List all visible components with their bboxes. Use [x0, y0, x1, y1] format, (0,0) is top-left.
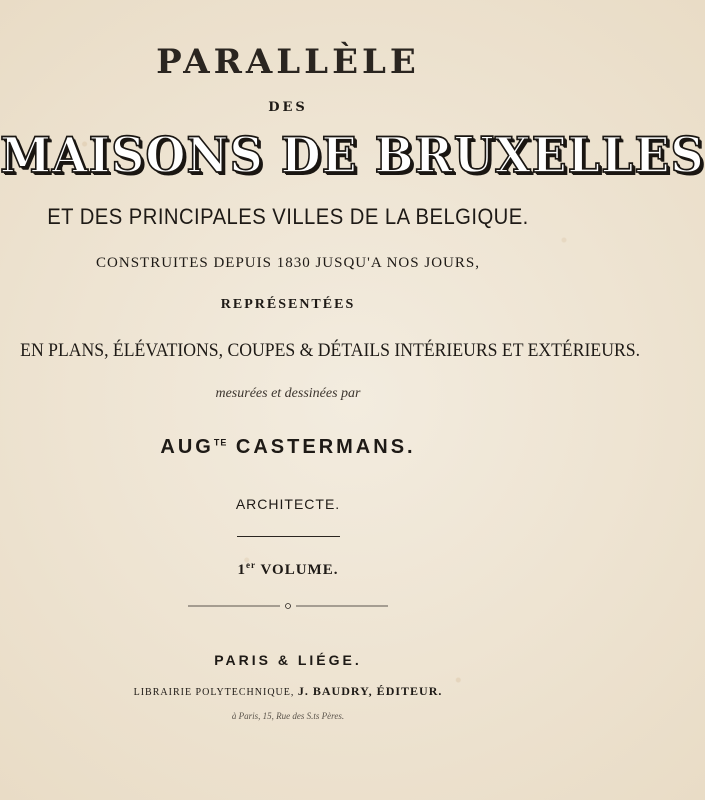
author-line	[0, 436, 576, 459]
constructed-line: CONSTRUITES DEPUIS 1830 JUSQU'A NOS JOURS,	[96, 255, 480, 271]
divider-rule	[237, 536, 340, 537]
measured-by-line: mesurées et dessinées par	[215, 386, 361, 401]
imprint-cities: PARIS & LIÉGE.	[214, 652, 362, 668]
title: PARALLÈLE	[156, 42, 420, 82]
imprint-publisher-line	[0, 684, 576, 699]
volume-prefix: 1	[237, 562, 247, 578]
main-title: MAISONS DE BRUXELLES	[0, 126, 705, 184]
plans-line: EN PLANS, ÉLÉVATIONS, COUPES & DÉTAILS INTÉRIEURS ET EXTÉRIEURS.	[20, 340, 640, 361]
author-prefix: AUG	[160, 436, 214, 458]
title-des: DES	[268, 100, 308, 115]
subtitle: ET DES PRINCIPALES VILLES DE LA BELGIQUE.	[47, 204, 529, 229]
author-name: CASTERMANS.	[235, 436, 416, 458]
volume-label: VOLUME.	[260, 562, 339, 578]
library-name: LIBRAIRIE POLYTECHNIQUE,	[133, 687, 295, 698]
author-role: ARCHITECTE.	[235, 496, 341, 512]
volume-suffix: er	[246, 560, 257, 570]
author-suffix: TE	[213, 437, 228, 448]
ornament-divider	[188, 601, 388, 611]
represented-line: REPRÉSENTÉES	[220, 297, 356, 312]
imprint-address: à Paris, 15, Rue des S.ts Pères.	[231, 711, 345, 721]
publisher-name: J. BAUDRY, ÉDITEUR.	[297, 684, 443, 698]
volume-line	[0, 560, 576, 579]
